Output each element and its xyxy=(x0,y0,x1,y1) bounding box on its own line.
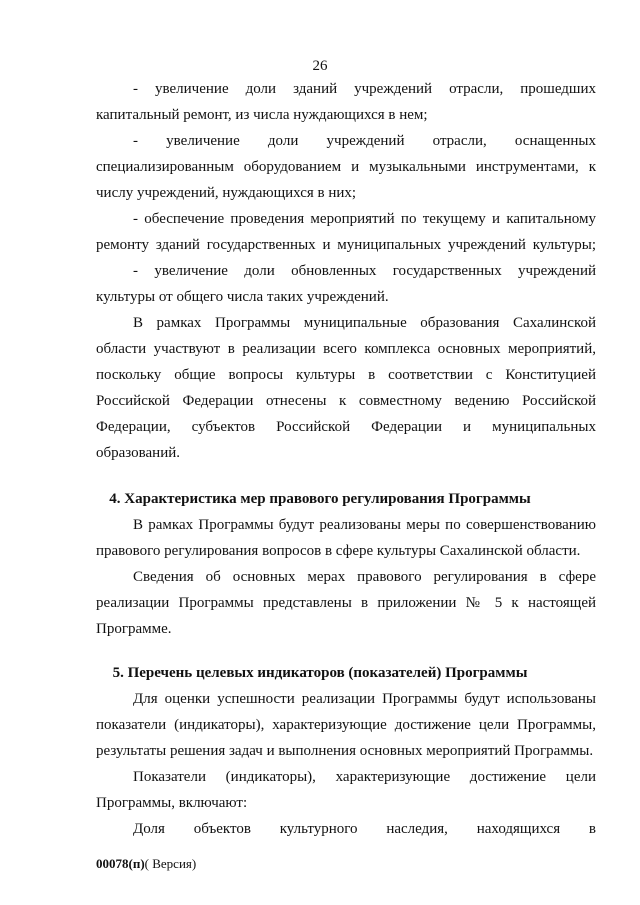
paragraph-line: результаты решения задач и выполнения основных мероприятий Программы. xyxy=(96,743,594,759)
section-heading-5: 5. Перечень целевых индикаторов (показателей) Программы xyxy=(112,665,528,681)
page-number: 26 xyxy=(312,58,328,74)
document-footer xyxy=(96,856,196,872)
paragraph-line: Программе. xyxy=(96,621,172,637)
paragraph-line: Для оценки успешности реализации Программы будут использованы xyxy=(133,691,596,707)
paragraph-line: Российской Федерации отнесены к совместному ведению Российской xyxy=(96,393,596,409)
paragraph-line: культуры от общего числа таких учреждений. xyxy=(96,289,389,305)
paragraph-line: В рамках Программы муниципальные образования Сахалинской xyxy=(133,315,596,331)
paragraph-line: В рамках Программы будут реализованы меры по совершенствованию xyxy=(133,517,596,533)
paragraph-line: показатели (индикаторы), характеризующие достижение цели Программы, xyxy=(96,717,596,733)
paragraph-line: ремонту зданий государственных и муниципальных учреждений культуры; xyxy=(96,237,596,253)
paragraph-line: - увеличение доли обновленных государственных учреждений xyxy=(133,263,596,279)
section-heading-4: 4. Характеристика мер правового регулирования Программы xyxy=(109,491,531,507)
paragraph-line: Программы, включают: xyxy=(96,795,248,811)
document-code: 00078(п) xyxy=(96,856,145,871)
paragraph-line: специализированным оборудованием и музыкальными инструментами, к xyxy=(96,159,596,175)
paragraph-line: области участвуют в реализации всего комплекса основных мероприятий, xyxy=(96,341,596,357)
paragraph-line: реализации Программы представлены в приложении № 5 к настоящей xyxy=(96,595,596,611)
paragraph-line: Федерации, субъектов Российской Федерации и муниципальных xyxy=(96,419,596,435)
paragraph-line: образований. xyxy=(96,445,181,461)
paragraph-line: Доля объектов культурного наследия, находящихся в xyxy=(133,821,596,837)
paragraph-line: - увеличение доли учреждений отрасли, оснащенных xyxy=(133,133,596,149)
paragraph-line: Показатели (индикаторы), характеризующие достижение цели xyxy=(133,769,596,785)
paragraph-line: - увеличение доли зданий учреждений отрасли, прошедших xyxy=(133,81,596,97)
paragraph-line: числу учреждений, нуждающихся в них; xyxy=(96,185,357,201)
paragraph-line: - обеспечение проведения мероприятий по текущему и капитальному xyxy=(133,211,596,227)
document-version: ( Версия) xyxy=(144,856,197,871)
paragraph-line: поскольку общие вопросы культуры в соответствии с Конституцией xyxy=(96,367,596,383)
paragraph-line: правового регулирования вопросов в сфере культуры Сахалинской области. xyxy=(96,543,581,559)
paragraph-line: капитальный ремонт, из числа нуждающихся в нем; xyxy=(96,107,428,123)
paragraph-line: Сведения об основных мерах правового регулирования в сфере xyxy=(133,569,596,585)
